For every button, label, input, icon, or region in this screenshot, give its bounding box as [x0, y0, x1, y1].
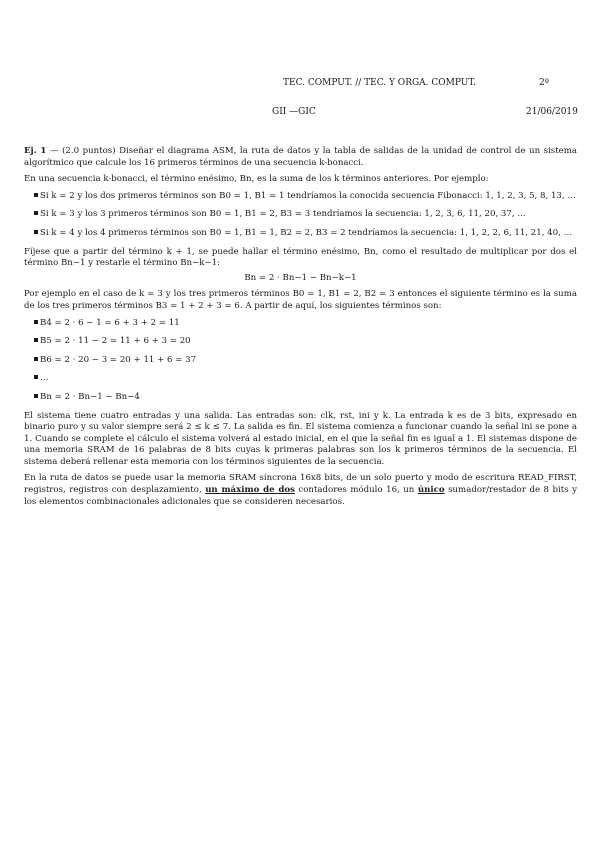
recurrence-formula: Bn = 2 · Bn−1 − Bn−k−1 — [244, 272, 357, 283]
list-item: Bn = 2 · Bn−1 − Bn−4 — [34, 392, 577, 404]
bullet-icon — [34, 193, 38, 197]
bullet-icon — [34, 230, 38, 234]
emphasis-unique: único — [417, 485, 445, 496]
header-date: 21/06/2019 — [526, 107, 578, 117]
list-item: Si k = 3 y los 3 primeros términos son B0 = 1, B1 = 2, B3 = 3 tendríamos la secuencia: 1, 2, 3, 6, 11, 20, 37, … — [34, 209, 577, 221]
datapath-paragraph: En la ruta de datos se puede usar la memoria SRAM síncrona 16x8 bits, de un solo puerto y modo de escritura READ_FIRST, registros, registros con desplazamiento, un máximo de dos contadores módulo 16, un único sumador/restador de 8 bits y los elementos combinacionales adicionales que se consideren necesarios. — [24, 473, 578, 507]
bullet-icon — [34, 375, 38, 379]
bullet-icon — [34, 338, 38, 342]
definition-paragraph: En una secuencia k-bonacci, el término enésimo, Bn, es la suma de los k términos anteriores. Por ejemplo: — [24, 174, 489, 185]
list-item: B5 = 2 · 11 − 2 = 11 + 6 + 3 = 20 — [34, 336, 577, 348]
exercise-label: Ej. 1 — [24, 146, 47, 156]
exercise-intro: — (2.0 puntos) Diseñar el diagrama ASM, la ruta de datos y la tabla de salidas de la unidad de control de un sistema algorítmico que calcule los 16 primeros términos de una secuencia k-bonacci. — [24, 146, 578, 168]
bullet-icon — [34, 394, 38, 398]
list-item: B4 = 2 · 6 − 1 = 6 + 3 + 2 = 11 — [34, 318, 577, 330]
bullet-icon — [34, 357, 38, 361]
system-paragraph: El sistema tiene cuatro entradas y una salida. Las entradas son: clk, rst, ini y k. La entrada k es de 3 bits, expresado en binario puro y su valor siempre será 2 ≤ k ≤ 7. La salida es fin. El sistema comienza a funcionar cuando la señal ini se pone a 1. Cuando se complete el cálculo el sistema volverá al estado inicial, en el que la señal fin es igual a 1. El sistemas dispone de una memoria SRAM de 16 palabras de 8 bits cuyas k primeras palabras son los k primeros términos de la secuencia. El sistema deberá rellenar esta memoria con los términos siguientes de la secuencia. — [24, 410, 577, 467]
exercise-body — [24, 146, 577, 513]
list-item: Si k = 2 y los dos primeros términos son B0 = 1, B1 = 1 tendríamos la conocida secuencia Fibonacci: 1, 1, 2, 3, 5, 8, 13, … — [34, 191, 577, 203]
header-degree: GII —GIC — [272, 107, 316, 117]
header-year: 2º — [539, 78, 549, 88]
list-item: B6 = 2 · 20 − 3 = 20 + 11 + 6 = 37 — [34, 355, 577, 367]
recurrence-paragraph: Fíjese que a partir del término k + 1, se puede hallar el término enésimo, Bn, como el resultado de multiplicar por dos el término Bn−1 y restarle el término Bn−k−1: — [24, 246, 577, 269]
exercise-statement — [24, 146, 577, 169]
header-course: TEC. COMPUT. // TEC. Y ORGA. COMPUT. — [283, 78, 476, 88]
list-item: … — [34, 373, 577, 385]
bullet-icon — [34, 320, 38, 324]
list-item: Si k = 4 y los 4 primeros términos son B0 = 1, B1 = 1, B2 = 2, B3 = 2 tendríamos la secuencia: 1, 1, 2, 2, 6, 11, 21, 40, … — [34, 228, 577, 240]
bullet-icon — [34, 211, 38, 215]
example-paragraph: Por ejemplo en el caso de k = 3 y los tres primeros términos B0 = 1, B1 = 2, B2 = 3 entonces el siguiente término es la suma de los tres primeros términos B3 = 1 + 2 + 3 = 6. A partir de aquí, los siguientes términos son: — [24, 289, 577, 311]
emphasis-max-two: un máximo de dos — [205, 485, 295, 496]
